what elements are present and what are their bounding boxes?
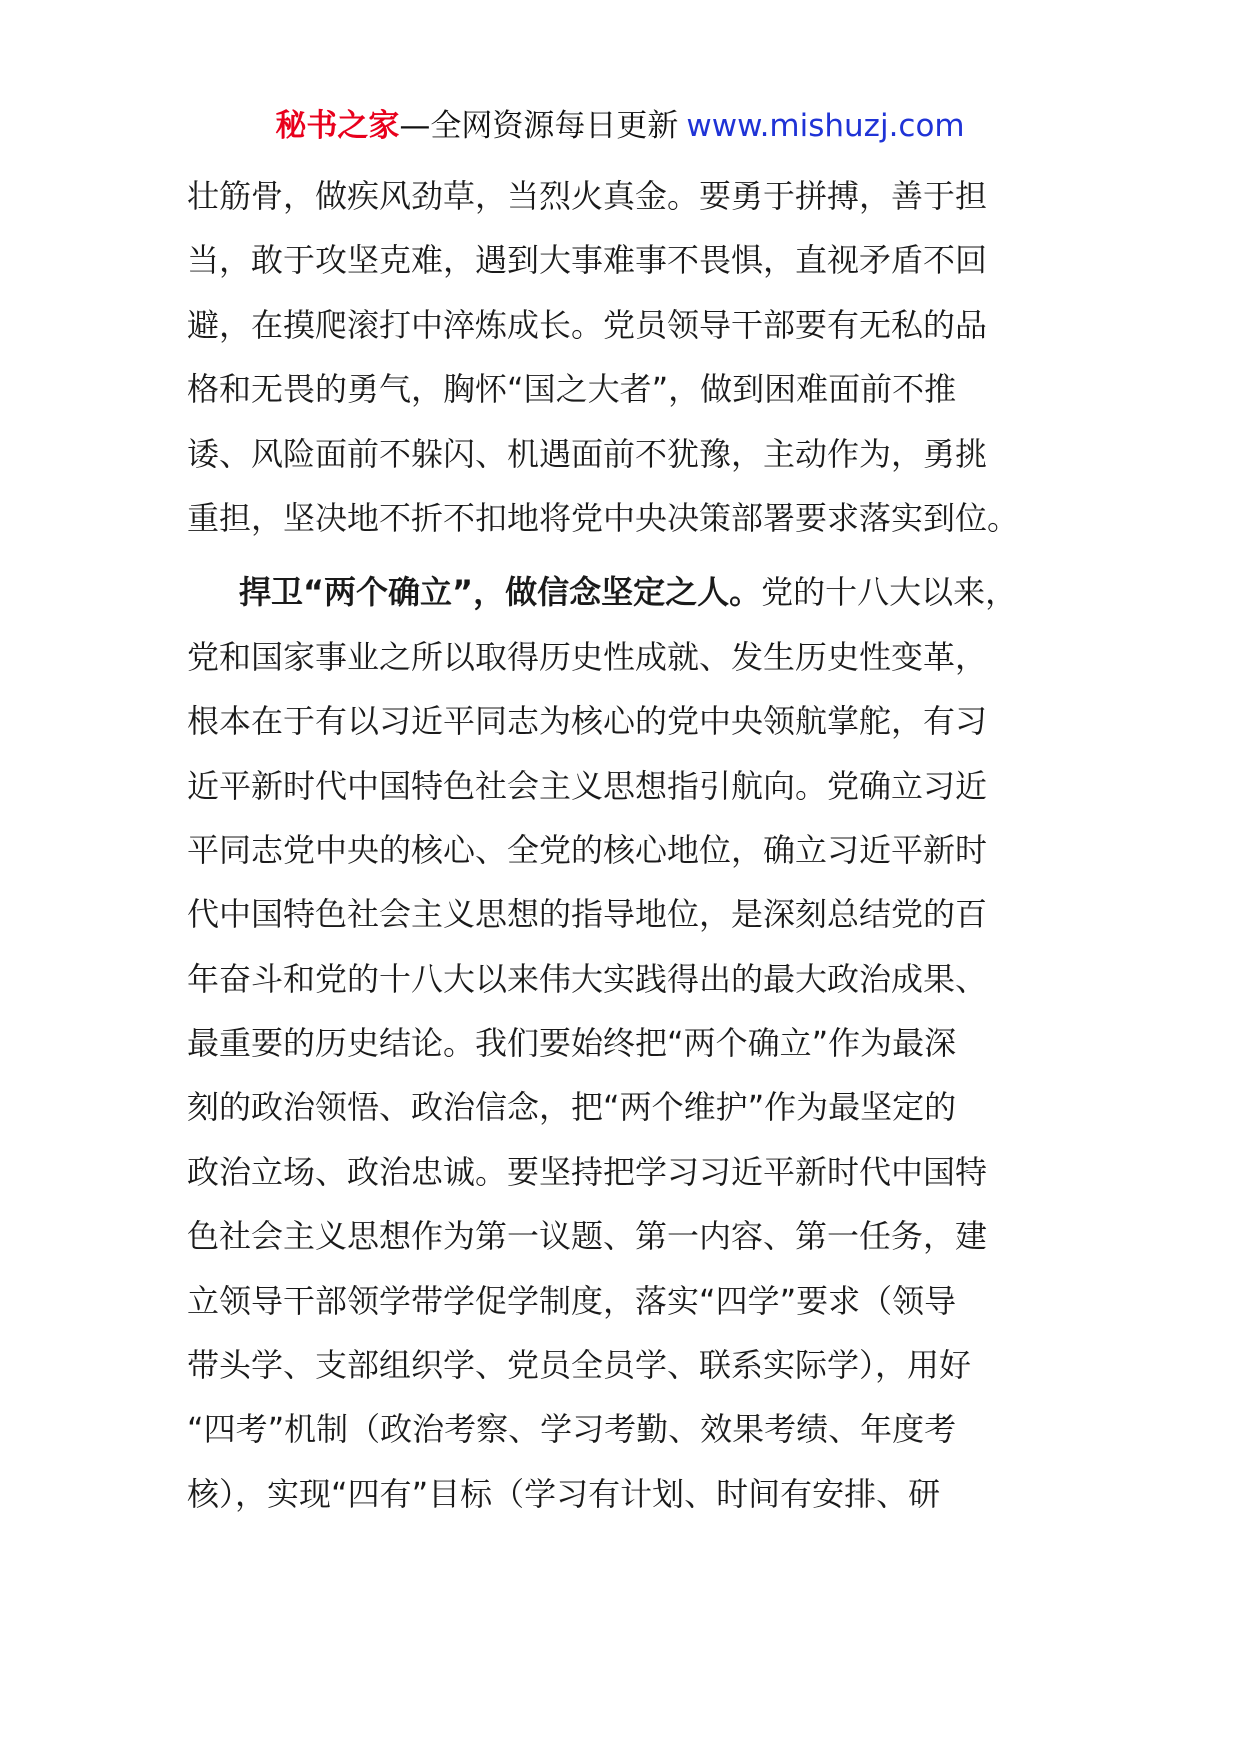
heading-continuation: 党的十八大以来， [761,573,1018,612]
text-line: 壮筋骨，做疾风劲草，当烈火真金。要勇于拼搏，善于担 [187,177,988,215]
text-line: 带头学、支部组织学、党员全员学、联系实际学），用好 [187,1346,972,1385]
paragraph [187,164,1087,550]
text-line: 政治立场、政治忠诚。要坚持把学习习近平新时代中国特 [187,1152,988,1191]
text-line: “四考”机制（政治考察、学习考勤、效果考绩、年度考 [187,1410,957,1449]
section-heading: 捍卫“两个确立”，做信念坚定之人。 [239,573,762,612]
header-tagline: —全网资源每日更新 [399,108,679,144]
text-line: 重担，坚决地不折不扣地将党中央决策部署要求落实到位。 [187,498,1020,537]
header-url[interactable]: www.mishuzj.com [686,108,965,144]
text-line: 诿、风险面前不躲闪、机遇面前不犹豫，主动作为，勇挑 [187,434,988,473]
paragraph [187,560,1087,1526]
document-body [187,164,1087,1526]
text-line: 立领导干部领学带学促学制度，落实“四学”要求（领导 [187,1281,957,1320]
text-line: 根本在于有以习近平同志为核心的党中央领航掌舵，有习 [187,702,988,741]
text-line: 平同志党中央的核心、全党的核心地位，确立习近平新时 [187,830,988,869]
text-line: 代中国特色社会主义思想的指导地位，是深刻总结党的百 [187,895,988,934]
text-line: 最重要的历史结论。我们要始终把“两个确立”作为最深 [187,1024,957,1063]
watermark-header [0,104,1240,148]
text-line: 党和国家事业之所以取得历史性成就、发生历史性变革， [187,637,988,676]
text-line: 年奋斗和党的十八大以来伟大实践得出的最大政治成果、 [187,959,988,998]
text-line: 避，在摸爬滚打中淬炼成长。党员领导干部要有无私的品 [187,305,988,344]
text-line: 近平新时代中国特色社会主义思想指引航向。党确立习近 [187,766,988,805]
text-line: 色社会主义思想作为第一议题、第一内容、第一任务，建 [187,1217,988,1256]
text-line: 核），实现“四有”目标（学习有计划、时间有安排、研 [187,1474,941,1513]
text-line: 格和无畏的勇气，胸怀“国之大者”，做到困难面前不推 [187,370,957,409]
brand-name: 秘书之家 [275,108,400,144]
text-line: 当，敢于攻坚克难，遇到大事难事不畏惧，直视矛盾不回 [187,241,988,280]
text-line [187,560,1087,624]
text-line: 刻的政治领悟、政治信念，把“两个维护”作为最坚定的 [187,1088,957,1127]
